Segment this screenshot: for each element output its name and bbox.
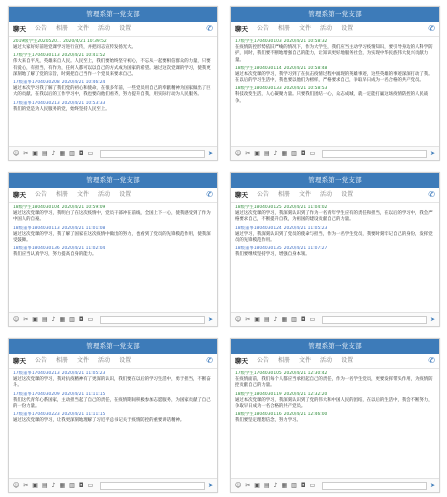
tab-item[interactable]: 聊天 — [13, 25, 26, 33]
message-text: 我们要继续坚持学习，增强自身本领。 — [235, 252, 310, 258]
message-text: 在疫情面前，我们每个人都应当承担起自己的责任，作为一名学生党员，更要发挥带头作用，为疫情防控贡献自己的力量。 — [235, 377, 433, 389]
bag-icon[interactable]: ◘ — [78, 149, 84, 157]
message-author[interactable]: 18级学生1804030133 — [235, 86, 282, 92]
message-author[interactable]: 18级学生1804030114 — [235, 65, 282, 71]
grid-icon[interactable]: ▦ — [281, 315, 288, 323]
chat-message — [235, 39, 435, 64]
message-text: 通过这次党课的学习，让我更深刻地理解了习近平总书记关于疫情防控的重要讲话精神。 — [13, 418, 185, 424]
message-input[interactable] — [100, 316, 205, 324]
input-toolbar — [231, 312, 439, 326]
bag-icon[interactable]: ◘ — [78, 481, 84, 489]
input-toolbar — [231, 146, 439, 160]
chat-message — [13, 80, 213, 99]
message-author[interactable]: 18级董事1804030135 — [235, 246, 282, 252]
window-title: 管理系第一党支部 — [9, 7, 217, 22]
message-input[interactable] — [100, 482, 205, 490]
input-toolbar — [9, 146, 217, 160]
tab-item[interactable]: 文件 — [77, 191, 90, 198]
chat-window — [8, 172, 218, 327]
chat-message — [13, 412, 213, 424]
send-icon[interactable]: ➤ — [207, 482, 213, 489]
tab-bar — [9, 188, 217, 203]
tab-item[interactable]: 活动 — [98, 357, 111, 364]
chat-message — [235, 205, 435, 224]
tab-item[interactable]: 活动 — [320, 191, 333, 198]
send-icon[interactable]: ➤ — [207, 316, 213, 323]
message-text: 我们要坚定理想信念，努力学习。 — [235, 418, 301, 424]
music-icon[interactable]: ♪ — [51, 315, 56, 323]
message-input[interactable] — [322, 150, 427, 158]
music-icon[interactable]: ♪ — [51, 149, 56, 157]
tab-item[interactable]: 公告 — [257, 357, 270, 364]
smile-icon[interactable]: ☺ — [13, 315, 20, 323]
message-timestamp: 2020/4/21 11:04:02 — [283, 205, 328, 210]
message-timestamp: 2020/4/21 11:01:08 — [61, 225, 106, 231]
message-text: 我们的党是为人民服务的党，始终坚持人民至上。 — [13, 106, 110, 112]
input-toolbar — [9, 312, 217, 326]
message-timestamp: 2020/4/21 10:58:53 — [283, 86, 328, 92]
scissors-icon[interactable]: ✂ — [245, 315, 251, 323]
bag-icon[interactable]: ◘ — [300, 149, 306, 157]
message-author[interactable]: 17级董事1704030208 — [13, 80, 60, 86]
chat-window — [230, 172, 440, 327]
tab-item[interactable]: 聊天 — [235, 25, 248, 33]
tab-item[interactable]: 聊天 — [13, 357, 26, 365]
image-icon[interactable]: ▣ — [254, 149, 260, 157]
tab-item[interactable]: 文件 — [77, 357, 90, 364]
tab-item[interactable]: 活动 — [98, 25, 111, 32]
chat-message — [13, 246, 213, 258]
doc-icon[interactable]: ▥ — [69, 481, 75, 489]
grid-icon[interactable]: ▦ — [281, 481, 288, 489]
folder-icon[interactable]: ▤ — [263, 149, 270, 157]
tab-item[interactable]: 文件 — [299, 357, 312, 364]
message-author[interactable]: 17级学生1704030105 — [235, 371, 282, 376]
tab-item[interactable]: 相册 — [56, 357, 69, 364]
tab-item[interactable]: 公告 — [257, 25, 270, 32]
message-list — [9, 203, 217, 313]
screenshot-collage — [8, 6, 440, 492]
folder-icon[interactable]: ▤ — [41, 315, 48, 323]
tab-item[interactable]: 设置 — [341, 191, 354, 198]
doc-icon[interactable]: ▥ — [291, 315, 297, 323]
tab-item[interactable]: 设置 — [341, 25, 354, 32]
message-input[interactable] — [100, 150, 205, 158]
message-author[interactable]: 18级董事1804030136 — [13, 246, 60, 252]
message-text: 通过这次党课的学习，我了解了国家在这次疫情中做出的努力，也看到了党员的先锋模范作用，使我深受鼓舞。 — [13, 231, 211, 243]
chat-icon[interactable]: ▭ — [309, 481, 316, 489]
message-author[interactable]: 17级董事1704030209 — [13, 391, 60, 397]
message-list — [231, 37, 439, 147]
folder-icon[interactable]: ▤ — [41, 149, 48, 157]
bag-icon[interactable]: ◘ — [300, 315, 306, 323]
send-icon[interactable]: ➤ — [207, 150, 213, 157]
message-timestamp: 2020/4/21 10:59:09 — [61, 205, 106, 210]
tab-bar — [9, 354, 217, 369]
message-text: 科技改变生活，人心凝聚力量。只要我们团结一心，众志成城，就一定能打赢这场疫情防控的人民战争。 — [235, 92, 429, 104]
tab-item[interactable]: 公告 — [257, 191, 270, 198]
smile-icon[interactable]: ☺ — [235, 315, 242, 323]
message-author[interactable]: 2019级学生2020520... — [13, 39, 62, 44]
send-icon[interactable]: ➤ — [429, 316, 435, 323]
message-input[interactable] — [322, 482, 427, 490]
chat-message — [13, 205, 213, 224]
scissors-icon[interactable]: ✂ — [23, 315, 29, 323]
message-author[interactable]: 18级董事1804030124 — [235, 225, 282, 231]
chat-icon[interactable]: ▭ — [87, 315, 94, 323]
window-title: 管理系第一党支部 — [231, 173, 439, 188]
doc-icon[interactable]: ▥ — [69, 149, 75, 157]
chat-message — [235, 412, 435, 424]
doc-icon[interactable]: ▥ — [69, 315, 75, 323]
tab-item[interactable]: 文件 — [299, 191, 312, 198]
chat-icon[interactable]: ▭ — [309, 149, 316, 157]
tab-item[interactable]: 相册 — [278, 191, 291, 198]
grid-icon[interactable]: ▦ — [59, 315, 66, 323]
chat-message — [235, 246, 435, 258]
message-text: 伟大来自平凡，英雄来自人民。人民至上，我们要始终坚守初心，不忘从一起要相信群众的力量，只要有爱心，有担当，有作为，任何人都可以以自己的方式成为国家的希望。通过这次党课的学习，使我更深刻地了解了党的宗旨，时刻把自己当作一个党员来要求自己。 — [13, 59, 211, 77]
message-timestamp: 2020/4/21 11:05:23 — [283, 225, 328, 231]
chat-message — [235, 66, 435, 85]
window-title: 管理系第一党支部 — [231, 7, 439, 22]
message-author[interactable]: 17级董事1704030213 — [13, 100, 60, 106]
tab-item[interactable]: 活动 — [98, 191, 111, 198]
message-timestamp: 2020/4/21 12:46:00 — [283, 412, 328, 418]
chat-message — [235, 371, 435, 390]
scissors-icon[interactable]: ✂ — [245, 481, 251, 489]
tab-item[interactable]: 文件 — [77, 25, 90, 32]
tab-item[interactable]: 设置 — [119, 191, 132, 198]
bag-icon[interactable]: ◘ — [78, 315, 84, 323]
message-list — [231, 203, 439, 313]
chat-message — [13, 53, 213, 78]
message-timestamp: 2020/4/21 10:41:52 — [61, 53, 106, 59]
tab-item[interactable]: 活动 — [320, 25, 333, 32]
send-icon[interactable]: ➤ — [429, 482, 435, 489]
music-icon[interactable]: ♪ — [273, 481, 278, 489]
message-timestamp: 2020/4/21 10:46:24 — [61, 80, 106, 86]
bag-icon[interactable]: ◘ — [300, 481, 306, 489]
folder-icon[interactable]: ▤ — [263, 315, 270, 323]
message-timestamp: 2020/4/21 11:07:27 — [283, 246, 328, 252]
send-icon[interactable]: ➤ — [429, 150, 435, 157]
phone-icon[interactable]: ✆ — [206, 24, 213, 33]
input-toolbar — [9, 478, 217, 492]
message-text: 通过本次党课的学习，我深刻认识到了党的伟大和中国人民的团结，在以后的生活中，我会不断努力，争取早日成为一名合格的共产党员。 — [235, 397, 433, 409]
folder-icon[interactable]: ▤ — [263, 481, 270, 489]
chat-window — [230, 338, 440, 493]
grid-icon[interactable]: ▦ — [59, 481, 66, 489]
chat-message — [13, 226, 213, 245]
grid-icon[interactable]: ▦ — [281, 149, 288, 157]
tab-item[interactable]: 相册 — [56, 191, 69, 198]
message-text: 在疫情防控形势依旧严峻的情况下，作为大学生，我们应当主动学习疫情知识，要引导身边的人科学防护，同时，我们要不断地增强自己的能力，让知识更好地服务社会，为实现中华民族伟大复兴贡献力量。 — [235, 45, 433, 63]
message-text: 通过学习，我深刻认识到了党员的使命与担当，作为一名学生党员，我要时刻牢记自己的身份，发挥党员的先锋模范作用。 — [235, 231, 433, 243]
tab-item[interactable]: 设置 — [119, 25, 132, 32]
tab-item[interactable]: 设置 — [119, 357, 132, 364]
chat-message — [13, 371, 213, 390]
chat-window — [8, 338, 218, 493]
music-icon[interactable]: ♪ — [273, 149, 278, 157]
message-timestamp: 2020/4/21 11:02:04 — [61, 246, 106, 252]
message-author[interactable]: 17级学生1704030113 — [13, 53, 60, 59]
message-timestamp: 2020/4/21 10:53:33 — [61, 100, 106, 106]
message-list — [9, 369, 217, 479]
message-author[interactable]: 18级学生1804030119 — [235, 391, 282, 397]
message-text: 通过这次党课的学习，我明白了在这次疫情中，党员干部冲在前线，全国上下一心，使我感受到了作为中国人的自豪。 — [13, 211, 211, 223]
message-list — [9, 37, 217, 147]
tab-item[interactable]: 活动 — [320, 357, 333, 364]
phone-icon[interactable]: ✆ — [428, 190, 435, 199]
message-text: 通过本次党课的学习，我学习到了在抗击疫情过程中涌现的英雄事迹，这些英雄的事迹深深打动了我。在以后的学习生活中，我也要以他们为榜样，严格要求自己，争取早日成为一名合格的共产党员。 — [235, 71, 433, 84]
smile-icon[interactable]: ☺ — [235, 481, 242, 489]
chat-window — [230, 6, 440, 161]
chat-icon[interactable]: ▭ — [87, 481, 94, 489]
scissors-icon[interactable]: ✂ — [23, 149, 29, 157]
chat-message — [13, 101, 213, 113]
smile-icon[interactable]: ☺ — [13, 481, 20, 489]
image-icon[interactable]: ▣ — [254, 481, 260, 489]
grid-icon[interactable]: ▦ — [59, 149, 66, 157]
message-author[interactable]: 18级董事1804030113 — [13, 225, 60, 231]
chat-message — [13, 39, 213, 51]
tab-item[interactable]: 文件 — [299, 25, 312, 32]
chat-message — [235, 226, 435, 245]
image-icon[interactable]: ▣ — [32, 149, 38, 157]
tab-bar — [231, 22, 439, 37]
tab-bar — [231, 188, 439, 203]
chat-message — [235, 392, 435, 411]
tab-item[interactable]: 公告 — [35, 357, 48, 364]
scissors-icon[interactable]: ✂ — [23, 481, 29, 489]
phone-icon[interactable]: ✆ — [206, 356, 213, 365]
image-icon[interactable]: ▣ — [254, 315, 260, 323]
tab-item[interactable]: 聊天 — [235, 357, 248, 365]
tab-item[interactable]: 相册 — [278, 357, 291, 364]
tab-bar — [231, 354, 439, 369]
music-icon[interactable]: ♪ — [51, 481, 56, 489]
message-timestamp: 2020/4/21 10:58:48 — [283, 65, 328, 71]
message-text: 通过这次党课的学习，我对抗疫精神有了更深的认识，我们要在以后的学习生活中，勇于担当，不断奋斗。 — [13, 377, 211, 389]
message-input[interactable] — [322, 316, 427, 324]
message-author[interactable]: 18级学生1804030104 — [13, 205, 60, 210]
doc-icon[interactable]: ▥ — [291, 149, 297, 157]
scissors-icon[interactable]: ✂ — [245, 149, 251, 157]
phone-icon[interactable]: ✆ — [428, 24, 435, 33]
tab-item[interactable]: 公告 — [35, 191, 48, 198]
doc-icon[interactable]: ▥ — [291, 481, 297, 489]
message-timestamp: 2020/4/21 12:32:20 — [283, 391, 328, 397]
phone-icon[interactable]: ✆ — [206, 190, 213, 199]
tab-item[interactable]: 相册 — [278, 25, 291, 32]
tab-bar — [9, 22, 217, 37]
chat-message — [13, 392, 213, 411]
tab-item[interactable]: 聊天 — [235, 191, 248, 199]
chat-icon[interactable]: ▭ — [309, 315, 316, 323]
message-author[interactable]: 17级董事1704030213 — [13, 371, 60, 376]
message-list — [231, 369, 439, 479]
message-author[interactable]: 17级学生1704030103 — [235, 39, 282, 44]
message-author[interactable]: 18级学生1804030125 — [235, 205, 282, 210]
tab-item[interactable]: 聊天 — [13, 191, 26, 199]
smile-icon[interactable]: ☺ — [13, 149, 20, 157]
tab-item[interactable]: 设置 — [341, 357, 354, 364]
window-title: 管理系第一党支部 — [9, 339, 217, 354]
message-text: 通过这次党课的学习，我深刻认识到了作为一名青年学生应有的责任和担当，在以后的学习中，我会严格要求自己，不断提升自我，为祖国的建设贡献自己的力量。 — [235, 211, 433, 223]
smile-icon[interactable]: ☺ — [235, 149, 242, 157]
message-author[interactable]: 17级董事1704030223 — [13, 412, 60, 418]
message-timestamp: 2020/4/21 11:11:15 — [61, 412, 106, 418]
window-title: 管理系第一党支部 — [231, 339, 439, 354]
image-icon[interactable]: ▣ — [32, 315, 38, 323]
window-title: 管理系第一党支部 — [9, 173, 217, 188]
message-text: 通过本次学习我了解了我们党的初心和使命，在很多年前，一些党员用自己的奉献精神为国家做出了巨大的贡献。在我以后的工作学习中，我也要向他们看齐，努力提升自我，用实际行动为人民服务。 — [13, 86, 211, 98]
tab-item[interactable]: 公告 — [35, 25, 48, 32]
chat-window — [8, 6, 218, 161]
tab-item[interactable]: 相册 — [56, 25, 69, 32]
message-timestamp: 2020/4/21 12:30:42 — [283, 371, 328, 376]
message-timestamp: 2020/4/21 11:05:23 — [61, 371, 106, 376]
input-toolbar — [231, 478, 439, 492]
message-text: 我们这代青年心系国家，主动担当起了自己的责任，在疫情期间积极参加志愿服务，为国家贡献了自己的一份力量。 — [13, 397, 211, 409]
message-timestamp: 2020/4/21 10:39:52 — [63, 39, 107, 44]
folder-icon[interactable]: ▤ — [41, 481, 48, 489]
message-author[interactable]: 18级学生1804030116 — [235, 412, 282, 418]
phone-icon[interactable]: ✆ — [428, 356, 435, 365]
message-timestamp: 2020/4/21 10:58:32 — [283, 39, 328, 44]
message-timestamp: 2020/4/21 11:11:15 — [61, 391, 106, 397]
message-text: 我们应当认真学习，努力提高自身的能力。 — [13, 252, 97, 258]
chat-icon[interactable]: ▭ — [87, 149, 94, 157]
music-icon[interactable]: ♪ — [273, 315, 278, 323]
image-icon[interactable]: ▣ — [32, 481, 38, 489]
message-text: 通过大家好好前进党课学习进行宣传，并把同志宣传发扬光大。 — [13, 45, 136, 50]
chat-message — [235, 86, 435, 105]
